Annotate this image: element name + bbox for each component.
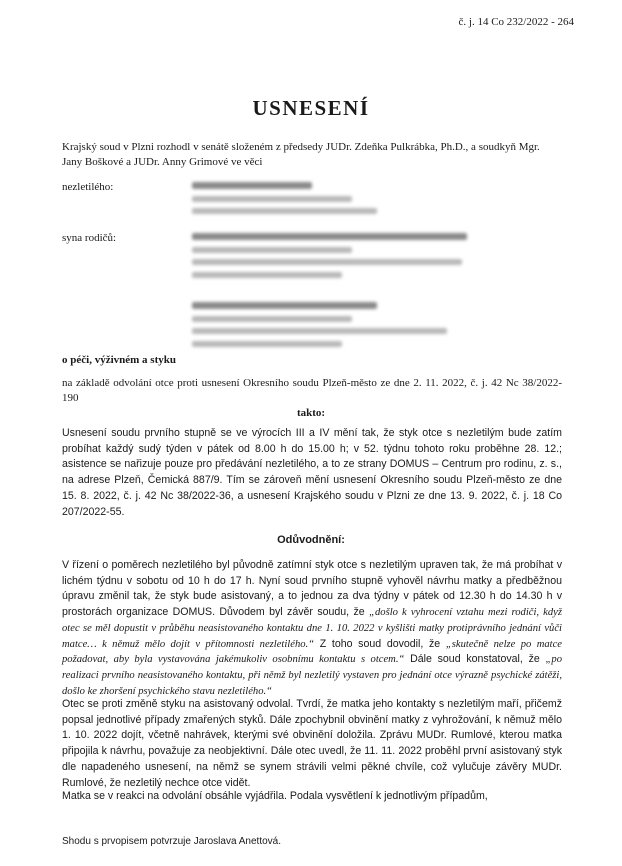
certification-footer: Shodu s prvopisem potvrzuje Jaroslava Anettová. [62,836,282,847]
quote-2: „skutečně nelze po matce požadovat, aby byla vystavována jakémukoliv osobnímu kontaktu s otcem.“ [62,638,562,666]
quote-1: „došlo k vyhrocení vztahu mezi rodiči, když otec se měl dopustit v průběhu neasistovaného kontaktu dne 1. 10. 2022 v kyšlišti matky protiprávního jednání vůči matce… k němuž mělo dojít v přítomnosti nezletilého.“ [62,607,562,650]
reasoning-paragraph-1: V řízení o poměrech nezletilého byl původně zatímní styk otce s nezletilým upraven tak, že má probíhat v lichém týdnu v sobotu od 10 h do 17 h. Nyní soud prvního stupně vyhověl návrhu matky a předběžnou úpravu změnil tak, že styk bude asistovaný, a to jednou za dva týdny v pátek od 12.30 h do 14.30 h v prostorách organizace DOMUS. Důvodem byl závěr soudu, že „došlo k vyhrocení vztahu mezi rodiči, když otec se měl dopustit v průběhu neasistovaného kontaktu dne 1. 10. 2022 v kyšlišti matky protiprávního jednání vůči matce… k němuž mělo dojít v přítomnosti nezletilého.“ Z toho soud dovodil, že „skutečně nelze po matce požadovat, aby byla vystavována jakémukoliv osobnímu kontaktu s otcem.“ Dále soud konstatoval, že „po realizaci prvního neasistovaného kontaktu, při němž byl nezletilý vystaven pro jednání otce výrazně psychické zátěži, došlo ke zhoršení psychického stavu nezletilého.“ [62,559,562,697]
reasoning-paragraph-2: Otec se proti změně styku na asistovaný odvolal. Tvrdí, že matka jeho kontakty s nezletilým maří, přičemž popsal jednotlivé případy zmařených styků. Dále zpochybnil obvinění matky z vyhrožování, k němuž mělo 1. 10. 2022 dojít, včetně nahrávek, kterými své obvinění doložila. Zprávu MUDr. Rumlové, kterou matka připojila k návrhu, považuje za neobjektivní. Dále otec uvedl, že 11. 11. 2022 proběhl první asistovaný styk dle napadeného usnesení, na němž se synem strávili velmi pěkné chvíle, což vylučuje závěry MUDr. Rumlové, že nezletilý nechce otce vidět. [62,698,562,789]
intro-paragraph: Krajský soud v Plzni rozhodl v senátě složeném z předsedy JUDr. Zdeňka Pulkrábka, Ph.D., a soudkyň Mgr. Jany Boškové a JUDr. Anny Grimové ve věci [62,141,540,168]
minor-label: nezletilého: [62,181,114,193]
quote-3: „po realizaci prvního neasistovaného kontaktu, při němž byl nezletilý vystaven pro jednání otce výrazně psychické zátěži, došlo ke zhoršení psychického stavu nezletilého.“ [62,654,562,697]
case-reference: č. j. 14 Co 232/2022 - 264 [458,16,574,28]
reasoning-paragraph-3: Matka se v reakci na odvolání obsáhle vyjádřila. Podala vysvětlení k jednotlivým případům, [62,790,488,802]
case-subject: o péči, výživném a styku [62,354,176,366]
appeal-basis: na základě odvolání otce proti usnesení Okresního soudu Plzeň-město ze dne 2. 11. 2022, č. j. 42 Nc 38/2022-190 [62,377,562,404]
reasoning-heading: Odůvodnění: [277,534,345,546]
takto-heading: takto: [296,407,326,419]
parents-label: syna rodičů: [62,232,117,244]
redacted-minor-block [192,182,492,221]
document-title: USNESENÍ [252,96,370,120]
verdict-paragraph: Usnesení soudu prvního stupně se ve výrocích III a IV mění tak, že styk otce s nezletilým bude zatím probíhat každý sudý týden v pátek od 8.00 h do 15.00 h; v 52. týdnu tohoto roku proběhne 28. 12.; asistence se nařizuje pouze pro předávání nezletilého, a to ze strany DOMUS – Centrum pro rodinu, z. s., na adrese Plzeň, Čemická 887/9. Tím se zároveň mění usnesení Okresního soudu Plzeň-město ze dne 15. 8. 2022, č. j. 42 Nc 38/2022-36, a usnesení Krajského soudu v Plzni ze dne 13. 9. 2022, č. j. 18 Co 207/2022-55. [62,427,562,518]
redacted-parents-block [192,233,492,353]
